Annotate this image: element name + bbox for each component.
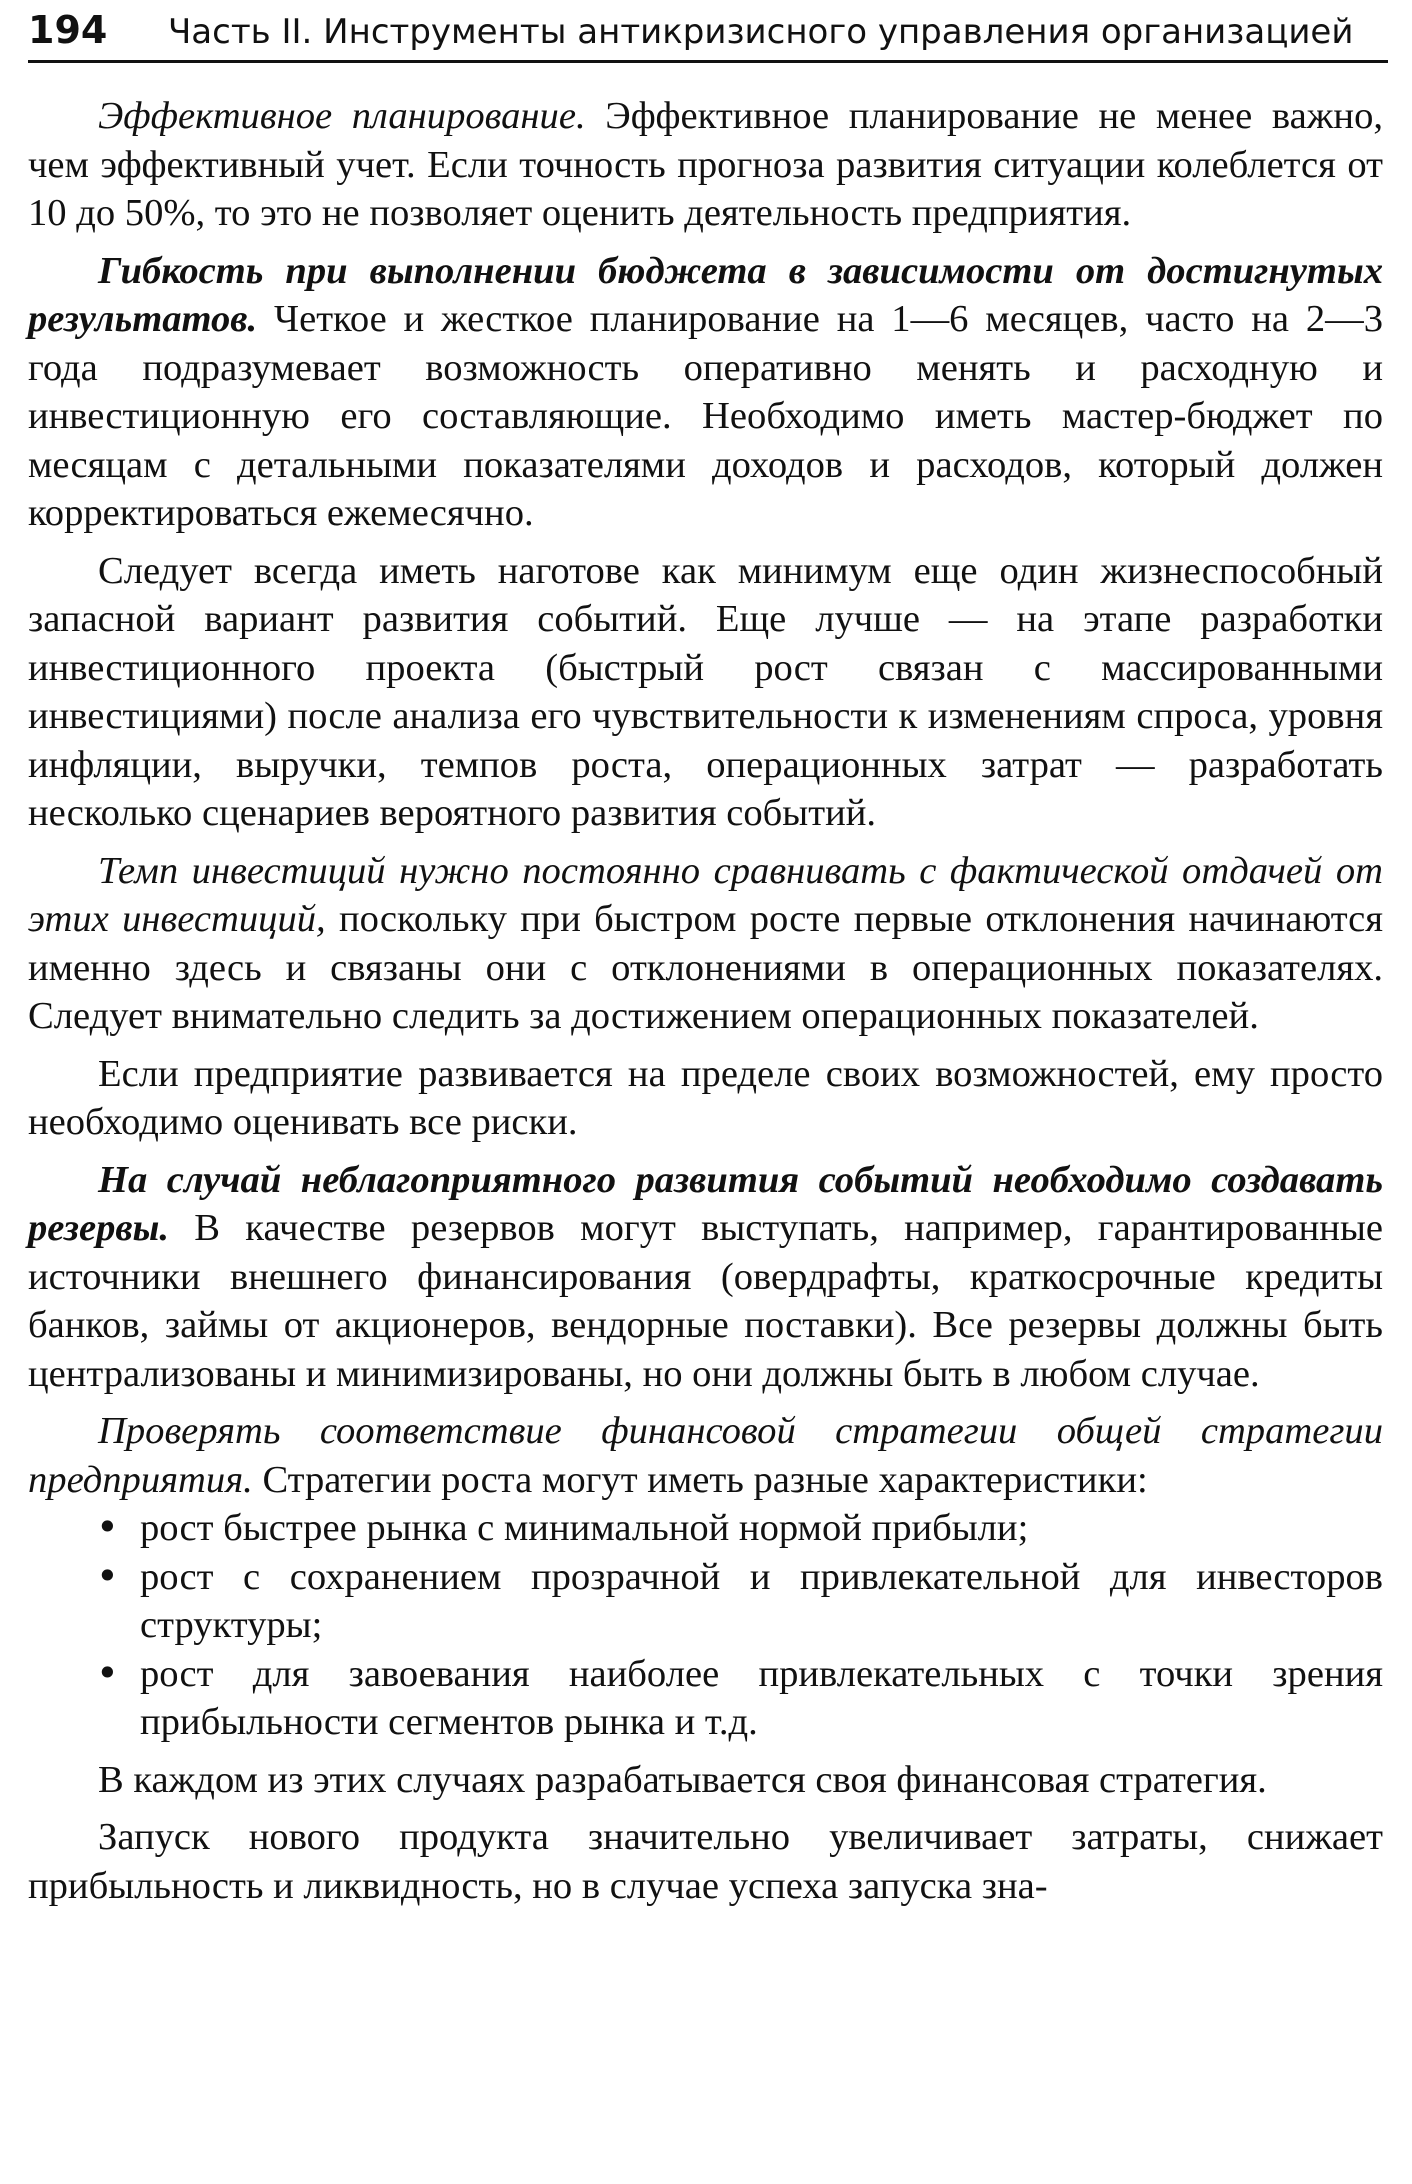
page-header xyxy=(28,6,1388,63)
paragraph-risks xyxy=(28,1050,1383,1147)
paragraph-lead: Темп инвестиций нужно постоянно сравнивать с фактической отдачей от этих инвестиций, xyxy=(28,849,1383,940)
paragraph-text: Эффективное планирование не менее важно, чем эффективный учет. Если точность прогноза развития ситуации колеблется от 10 до 50%, то это не позволяет оценить деятельность предприятия. xyxy=(28,95,1383,234)
paragraph-backup-scenario xyxy=(28,547,1383,838)
paragraph-new-product xyxy=(28,1813,1383,1910)
list-item xyxy=(28,1504,1383,1553)
bullet-icon: • xyxy=(96,1553,119,1599)
paragraph-text: поскольку при быстром росте первые отклонения начинаются именно здесь и связаны они с отклонениями в операционных показателях. Следует внимательно следить за достижением операционных показателей. xyxy=(28,898,1383,1037)
paragraph-own-strategy xyxy=(28,1756,1383,1805)
paragraph-lead: На случай неблагоприятного развития событий необходимо создавать резервы. xyxy=(28,1158,1383,1249)
paragraph-text: В каждом из этих случаях разрабатывается своя финансовая стратегия. xyxy=(98,1758,1267,1801)
paragraph-text: Если предприятие развивается на пределе своих возможностей, ему просто необходимо оценивать все риски. xyxy=(28,1052,1383,1143)
paragraph-reserves xyxy=(28,1156,1383,1399)
paragraph-investment-pace xyxy=(28,847,1383,1041)
running-head: Часть II. Инструменты антикризисного управления организацией xyxy=(168,12,1354,52)
list-item-text: рост быстрее рынка с минимальной нормой прибыли; xyxy=(140,1507,1029,1549)
list-item xyxy=(28,1553,1383,1650)
paragraph-budget-flexibility xyxy=(28,247,1383,538)
list-item xyxy=(28,1650,1383,1747)
paragraph-lead: Проверять соответствие финансовой стратегии общей стратегии предприятия. xyxy=(28,1410,1383,1501)
paragraph-strategy-check xyxy=(28,1407,1383,1504)
paragraph-lead: Эффективное планирование. xyxy=(98,95,586,137)
page-number: 194 xyxy=(28,8,108,52)
paragraph-text: Четкое и жесткое планирование на 1—6 месяцев, часто на 2—3 года подразумевает возможность оперативно менять и расходную и инвестиционную его составляющие. Необходимо иметь мастер-бюджет по месяцам с детальными показателями доходов и расходов, который должен корректироваться ежемесячно. xyxy=(28,298,1383,534)
paragraph-text: В качестве резервов могут выступать, например, гарантированные источники внешнего финансирования (овердрафты, краткосрочные кредиты банков, займы от акционеров, вендорные поставки). Все резервы должны быть централизованы и минимизированы, но они должны быть в любом случае. xyxy=(28,1207,1383,1395)
page-body xyxy=(28,92,1383,1910)
paragraph-text: Стратегии роста могут иметь разные характеристики: xyxy=(252,1458,1148,1501)
paragraph-text: Запуск нового продукта значительно увеличивает затраты, снижает прибыльность и ликвидность, но в случае успеха запуска зна- xyxy=(28,1816,1383,1907)
list-item-text: рост с сохранением прозрачной и привлекательной для инвесторов структуры; xyxy=(140,1555,1383,1646)
bullet-icon: • xyxy=(96,1650,119,1696)
paragraph-text: Следует всегда иметь наготове как минимум еще один жизнеспособный запасной вариант развития событий. Еще лучше — на этапе разработки инвестиционного проекта (быстрый рост связан с массированными инвестициями) после анализа его чувствительности к изменениям спроса, уровня инфляции, выручки, темпов роста, операционных затрат — разработать несколько сценариев вероятного развития событий. xyxy=(28,549,1383,834)
paragraph-lead: Гибкость при выполнении бюджета в зависимости от достигнутых результатов. xyxy=(28,249,1383,340)
bullet-icon: • xyxy=(96,1505,119,1550)
list-item-text: рост для завоевания наиболее привлекательных с точки зрения прибыльности сегментов рынка и т.д. xyxy=(140,1652,1383,1743)
paragraph-effective-planning xyxy=(28,92,1383,238)
growth-strategy-list xyxy=(28,1504,1383,1747)
